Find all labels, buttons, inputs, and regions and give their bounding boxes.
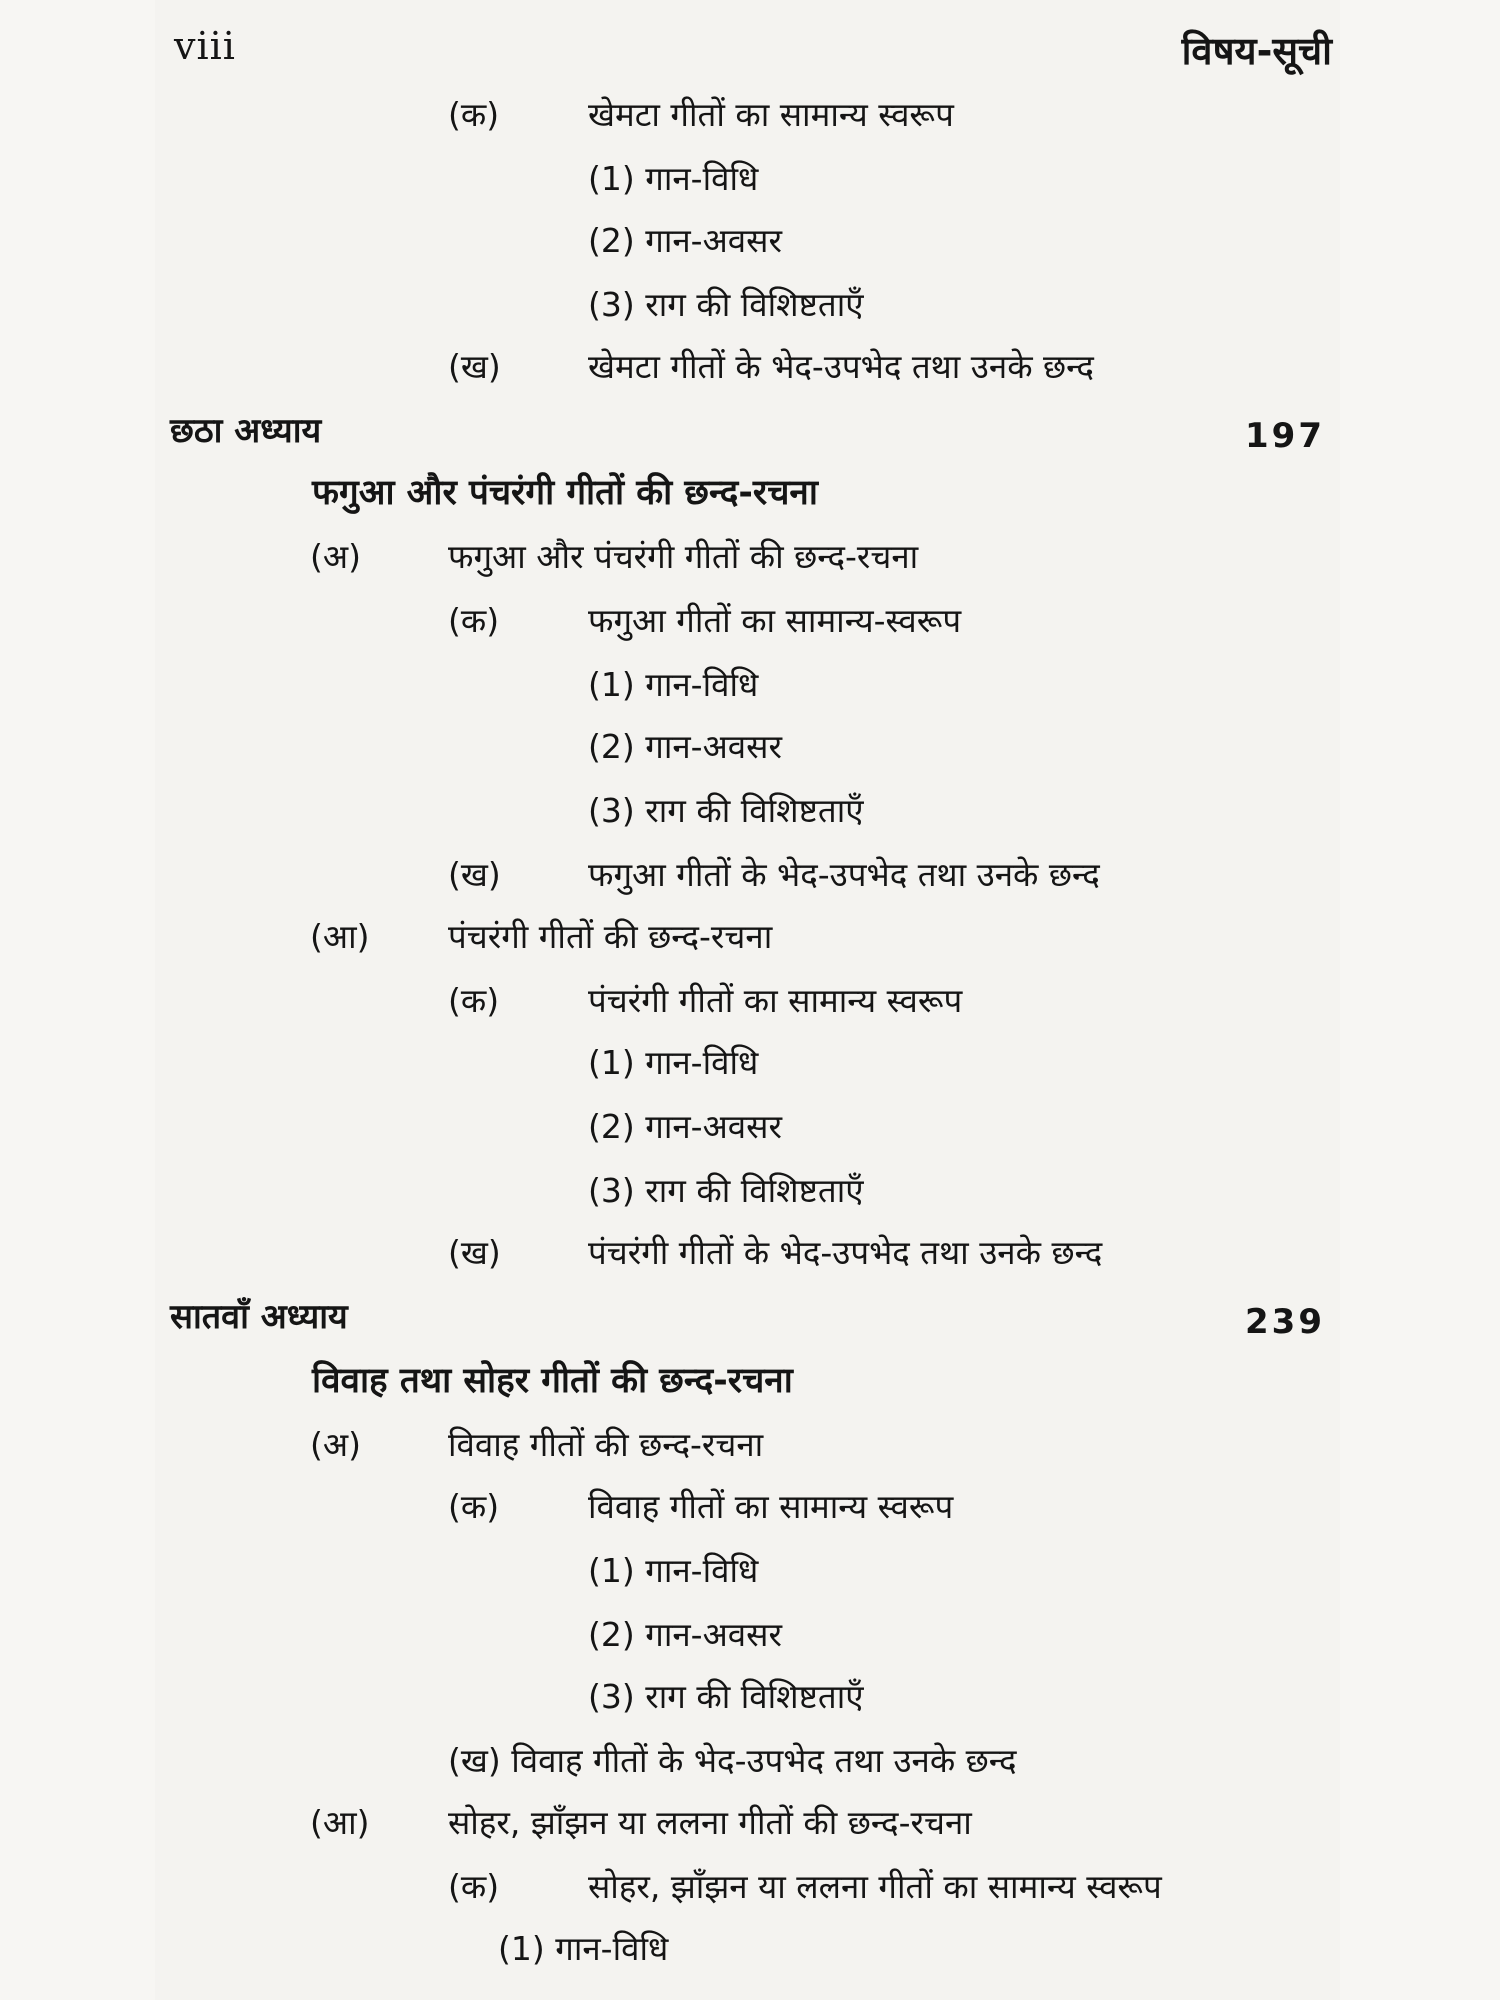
toc-entry: (क) खेमटा गीतों का सामान्य स्वरूप xyxy=(448,95,954,134)
toc-entry: (2) गान-अवसर xyxy=(588,727,782,766)
toc-entry: (अ) विवाह गीतों की छन्द-रचना xyxy=(310,1425,764,1464)
toc-entry: (ख) विवाह गीतों के भेद-उपभेद तथा उनके छन्द xyxy=(448,1741,1017,1780)
toc-entry: (आ) पंचरंगी गीतों की छन्द-रचना xyxy=(310,917,773,956)
chapter-page-number: 239 xyxy=(1245,1302,1325,1342)
toc-entry: (1) गान-विधि xyxy=(588,665,759,704)
toc-entry: (1) गान-विधि xyxy=(588,1043,759,1082)
running-title: विषय-सूची xyxy=(1181,29,1332,73)
toc-entry: (अ) फगुआ और पंचरंगी गीतों की छन्द-रचना xyxy=(310,537,919,576)
toc-entry: (आ) सोहर, झाँझन या ललना गीतों की छन्द-रचना xyxy=(310,1803,972,1842)
toc-entry: (2) गान-अवसर xyxy=(588,1615,782,1654)
toc-entry: (ख) पंचरंगी गीतों के भेद-उपभेद तथा उनके छन्द xyxy=(448,1233,1103,1272)
chapter-title: सातवाँ अध्याय xyxy=(170,1297,348,1337)
toc-entry: (3) राग की विशिष्टताएँ xyxy=(588,1677,864,1716)
toc-entry: (3) राग की विशिष्टताएँ xyxy=(588,791,864,830)
toc-entry: (3) राग की विशिष्टताएँ xyxy=(588,285,864,324)
toc-entry: (3) राग की विशिष्टताएँ xyxy=(588,1171,864,1210)
toc-entry: (1) गान-विधि xyxy=(588,159,759,198)
chapter-title: छठा अध्याय xyxy=(170,411,322,451)
toc-entry: (2) गान-अवसर xyxy=(588,221,782,260)
toc-entry: (1) गान-विधि xyxy=(498,1929,669,1968)
toc-entry: (1) गान-विधि xyxy=(588,1551,759,1590)
toc-entry: (ख) खेमटा गीतों के भेद-उपभेद तथा उनके छन्द xyxy=(448,347,1094,386)
page-number: viii xyxy=(174,24,236,68)
chapter-heading: फगुआ और पंचरंगी गीतों की छन्द-रचना xyxy=(312,473,818,513)
chapter-heading: विवाह तथा सोहर गीतों की छन्द-रचना xyxy=(312,1361,793,1401)
toc-entry: (क) सोहर, झाँझन या ललना गीतों का सामान्य स्वरूप xyxy=(448,1867,1162,1906)
toc-entry: (क) विवाह गीतों का सामान्य स्वरूप xyxy=(448,1487,954,1526)
toc-entry: (ख) फगुआ गीतों के भेद-उपभेद तथा उनके छन्द xyxy=(448,855,1100,894)
chapter-page-number: 197 xyxy=(1245,416,1325,456)
toc-entry: (क) फगुआ गीतों का सामान्य-स्वरूप xyxy=(448,601,962,640)
toc-entry: (क) पंचरंगी गीतों का सामान्य स्वरूप xyxy=(448,981,963,1020)
toc-entry: (2) गान-अवसर xyxy=(588,1107,782,1146)
